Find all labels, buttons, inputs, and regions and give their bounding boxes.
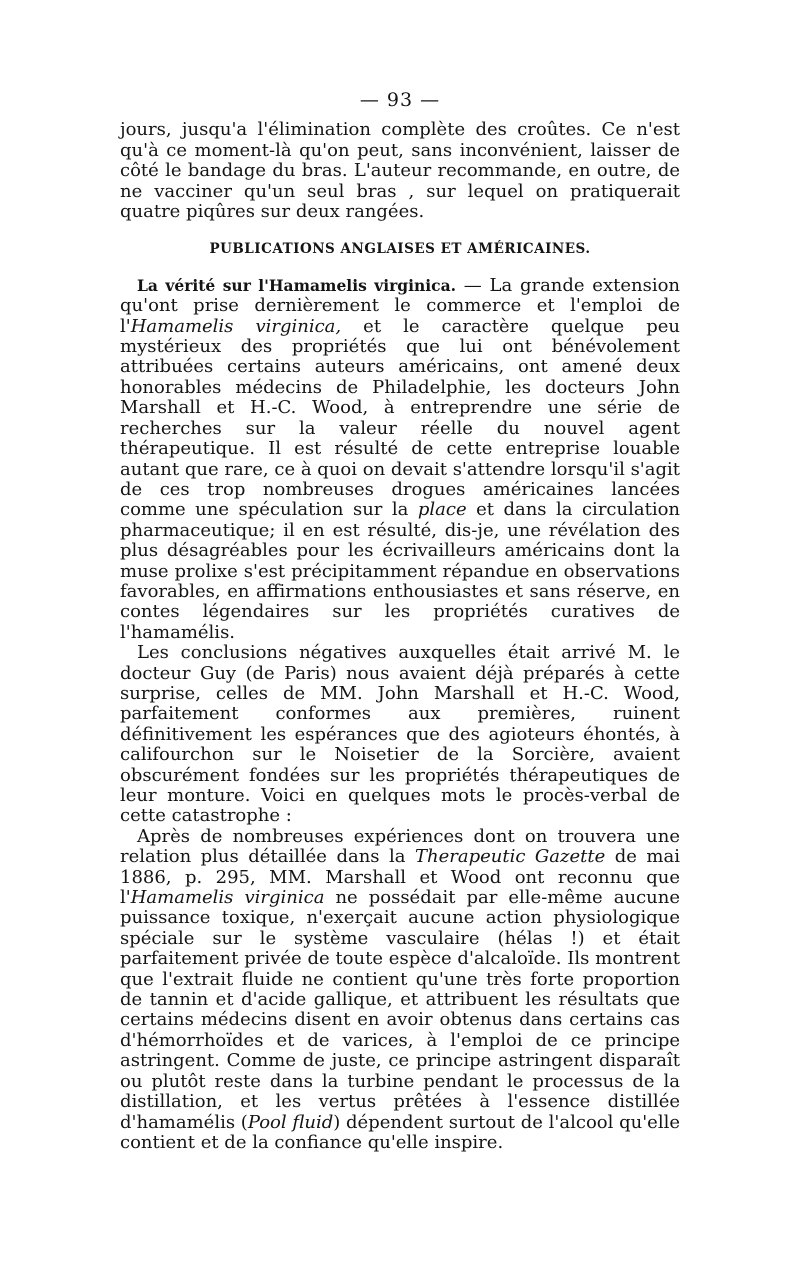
page-number: — 93 — (359, 89, 441, 111)
p1-italic-2: place (417, 499, 467, 521)
p3-text-a: Après de nombreuses expériences dont on trouvera une relation plus détaillée dans la (120, 825, 680, 868)
article-paragraph-1 (120, 276, 680, 643)
article-paragraph-2: Les conclusions négatives auxquelles était arrivé M. le docteur Guy (de Paris) nous avaient déjà préparés à cette surprise, celles de MM. John Marshall et H.-C. Wood, parfaitement conformes aux premières, ruinent définitivement les espérances que des agioteurs éhontés, à califourchon sur le Noisetier de la Sorcière, avaient obscurément fondées sur les propriétés thérapeutiques de leur monture. Voici en quelques mots le procès-verbal de cette catastrophe : (120, 642, 680, 827)
p1-text-b: et le caractère quelque peu mystérieux des propriétés que lui ont bénévolement attribuées certains auteurs américains, ont amené deux honorables médecins de Philadelphie, les docteurs John Marshall et H.-C. Wood, à entreprendre une série de recherches sur la valeur réelle du nouvel agent thérapeutique. Il est résulté de cette entreprise louable autant que rare, ce à quoi on devait s'attendre lorsqu'il s'agit de ces trop nombreuses drogues américaines lancées comme une spéculation sur la (120, 315, 680, 521)
section-heading: PUBLICATIONS ANGLAISES ET AMÉRICAINES. (209, 241, 591, 258)
p3-italic-2: Hamamelis virginica (130, 887, 325, 909)
p3-text-b: de mai 1886, p. 295, MM. Marshall et Wood ont reconnu que l' (120, 846, 680, 909)
article-paragraph-3 (120, 827, 680, 1154)
p1-text-a: — La grande extension qu'ont prise dernièrement le commerce et l'emploi de l' (120, 274, 681, 337)
article-title: La vérité sur l'Hamamelis virginica. (137, 275, 457, 295)
p3-italic-1: Therapeutic Gazette (415, 846, 606, 868)
book-page (120, 90, 680, 1153)
p3-text-d: ) dépendent surtout de l'alcool qu'elle contient et de la confiance qu'elle inspire. (120, 1111, 680, 1153)
intro-paragraph: jours, jusqu'a l'élimination complète des croûtes. Ce n'est qu'à ce moment-là qu'on peut, sans inconvénient, laisser de côté le bandage du bras. L'auteur recommande, en outre, de ne vacciner qu'un seul bras , sur lequel on pratiquerait quatre piqûres sur deux rangées. (120, 119, 680, 223)
p1-text-c: et dans la circulation pharmaceutique; il en est résulté, dis-je, une révélation des plus désagréables pour les écrivailleurs américains dont la muse prolixe s'est précipitamment répandue en observations favorables, en affirmations enthousiastes et sans réserve, en contes légendaires sur les propriétés curatives de l'hamamélis. (120, 499, 680, 643)
p3-italic-3: Pool fluid (247, 1111, 334, 1133)
p1-italic-1: Hamamelis virginica, (130, 315, 342, 337)
p3-text-c: ne possédait par elle-même aucune puissance toxique, n'exerçait aucune action physiologique spéciale sur le système vasculaire (hélas !) et était parfaitement privée de toute espèce d'alcaloïde. Ils montrent que l'extrait fluide ne contient qu'une très forte proportion de tannin et d'acide gallique, et attribuent les résultats que certains médecins disent en avoir obtenus dans certains cas d'hémorrhoïdes et de varices, à l'emploi de ce principe astringent. Comme de juste, ce principe astringent disparaît ou plutôt reste dans la turbine pendant le processus de la distillation, et les vertus prêtées à l'essence distillée d'hamamélis ( (120, 887, 680, 1133)
